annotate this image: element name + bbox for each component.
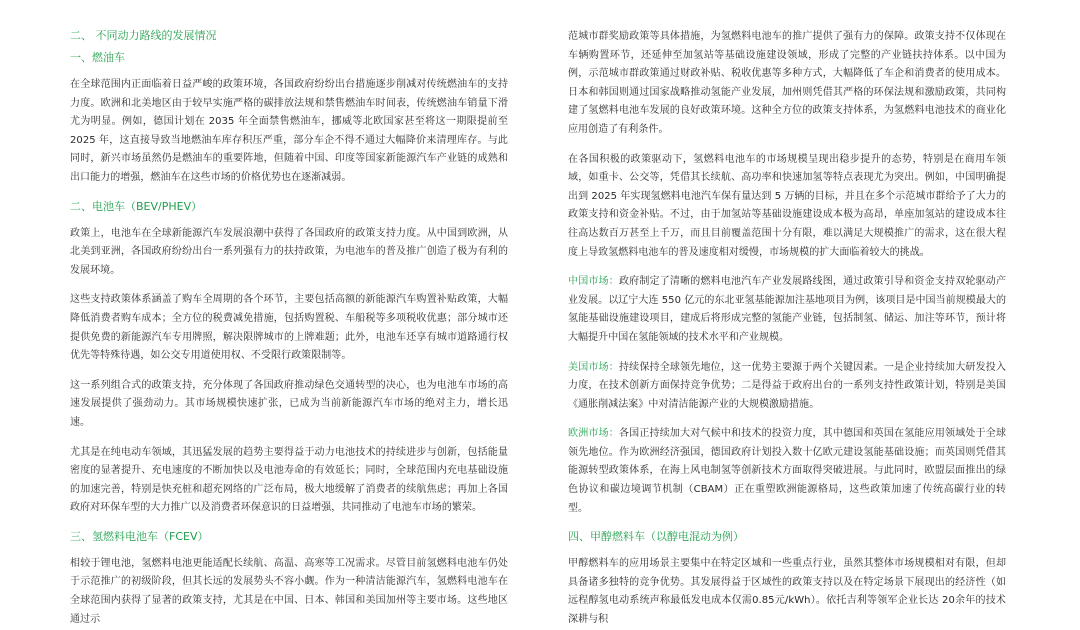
paragraph-bev-policy: 政策上，电池车在全球新能源汽车发展浪潮中获得了各国政府的政策支持力度。从中国到欧洲，从北美到亚洲，各国政府纷纷出台一系列强有力的扶持政策，为电池车的普及推广创造了极为有利的发展环境。 (70, 227, 508, 276)
eu-market-label: 欧洲市场： (568, 428, 619, 440)
paragraph-bev-technology: 尤其是在纯电动车领域，其迅猛发展的趋势主要得益于动力电池技术的持续进步与创新，包括能量密度的显著提升、充电速度的不断加快以及电池寿命的有效延长；同时，全球范围内充电基础设施的加速完善，特别是快充桩和超充网络的广泛布局，极大地缓解了消费者的续航焦虑；再加上各国政府对环保车型的大力推广以及消费者环保意识的日益增强，共同推动了电池车市场的繁荣。 (70, 446, 508, 514)
paragraph-china-market (568, 273, 1006, 347)
china-market-text: 政府制定了清晰的燃料电池汽车产业发展路线图，通过政策引导和资金支持双轮驱动产业发展。以辽宁大连 550 亿元的东北亚氢基能源加注基地项目为例，该项目是中国当前规模最大的氢能基础设施建设项目，建成后将形成完整的氢能产业链，包括制氢、储运、加注等环节，预计将大幅提升中国在氢能领域的技术水平和产业规模。 (568, 276, 1007, 343)
paragraph-eu-market (568, 425, 1006, 518)
paragraph-us-market (568, 359, 1006, 415)
heading-methanol-vehicles: 四、甲醇燃料车（以醇电混动为例） (568, 530, 744, 544)
section-title: 二、 不同动力路线的发展情况 (70, 29, 217, 42)
paragraph-fcev-policy: 范城市群奖励政策等具体措施，为氢燃料电池车的推广提供了强有力的保障。政策支持不仅体现在车辆购置环节，还延伸至加氢站等基础设施建设领域，形成了完整的产业链扶持体系。以中国为例，示范城市群政策通过财政补贴、税收优惠等多种方式，大幅降低了车企和消费者的使用成本。日本和韩国则通过国家战略推动氢能产业发展，加州则凭借其严格的环保法规和激励政策，共同构建了氢燃料电池车发展的良好政策环境。这种全方位的政策支持体系，为氢燃料电池技术的商业化应用创造了有利条件。 (568, 31, 1006, 135)
paragraph-fcev-intro: 相较于锂电池，氢燃料电池更能适配长续航、高温、高寒等工况需求。尽管目前氢燃料电池车仍处于示范推广的初级阶段，但其长远的发展势头不容小觑。作为一种清洁能源汽车，氢燃料电池车在全球范围内获得了显著的政策支持，尤其是在中国、日本、韩国和美国加州等主要市场。这些地区通过示 (70, 557, 508, 625)
paragraph-bev-market: 这一系列组合式的政策支持，充分体现了各国政府推动绿色交通转型的决心，也为电池车市场的高速发展提供了强劲动力。其市场规模快速扩张，已成为当前新能源汽车市场的绝对主力，增长迅速。 (70, 379, 508, 428)
us-market-label: 美国市场： (568, 361, 619, 373)
paragraph-methanol: 甲醇燃料车的应用场景主要集中在特定区域和一些重点行业，虽然其整体市场规模相对有限，但却具备诸多独特的竞争优势。其发展得益于区域性的政策支持以及在特定场景下展现出的经济性（如远程醇氢电动系统声称最低发电成本仅需0.85元/kWh）。依托吉利等领军企业长达 20余年的技术深耕与积 (568, 558, 1006, 626)
left-column (70, 28, 508, 629)
heading-battery-vehicles: 二、电池车（BEV/PHEV） (70, 199, 203, 213)
us-market-text: 持续保持全球领先地位，这一优势主要源于两个关键因素。一是企业持续加大研发投入力度，在技术创新方面保持竞争优势；二是得益于政府出台的一系列支持性政策计划，特别是美国《通胀削减法案》中对清洁能源产业的大规模激励措施。 (568, 361, 1007, 410)
right-column (568, 28, 1006, 630)
heading-fuel-cell-vehicles: 三、氢燃料电池车（FCEV） (70, 529, 209, 543)
paragraph-fuel-vehicles: 在全球范围内正面临着日益严峻的政策环境，各国政府纷纷出台措施逐步削减对传统燃油车的支持力度。欧洲和北美地区由于较早实施严格的碳排放法规和禁售燃油车时间表，传统燃油车销量下滑尤为明显。例如，德国计划在 2035 年全面禁售燃油车，挪威等北欧国家甚至将这一期限提前至 2025 年，这直接导致当地燃油车库存积压严重，部分车企不得不通过大幅降价来清理库存。与此同时，新兴市场虽然仍是燃油车的重要阵地，但随着中国、印度等国家新能源汽车产业链的成熟和出口能力的增强，燃油车在这些市场的价格优势也在逐渐减弱。 (70, 79, 508, 183)
china-market-label: 中国市场： (568, 276, 619, 288)
paragraph-fcev-market: 在各国积极的政策驱动下，氢燃料电池车的市场规模呈现出稳步提升的态势，特别是在商用车领域，如重卡、公交等，凭借其长续航、高功率和快速加氢等特点表现尤为突出。例如，中国明确提出到 2025 年实现氢燃料电池汽车保有量达到 5 万辆的目标，并且在多个示范城市群给予了大力的政策支持和资金补贴。不过，由于加氢站等基础设施建设成本极为高昂，单座加氢站的建设成本往往高达数百万甚至上千万，而且目前覆盖范围十分有限，难以满足大规模推广的需求，这在很大程度上导致氢燃料电池车的普及速度相对缓慢，市场规模的扩大面临着较大的挑战。 (568, 153, 1006, 258)
paragraph-bev-support: 这些支持政策体系涵盖了购车全周期的各个环节，主要包括高额的新能源汽车购置补贴政策，大幅降低消费者购车成本；全方位的税费减免措施，包括购置税、车船税等多项税收优惠；部分城市还提供免费的新能源汽车专用牌照，解决限牌城市的上牌难题；此外，电池车还享有城市道路通行权优先等特殊待遇，如公交专用道使用权、不受限行政策限制等。 (70, 294, 508, 362)
eu-market-text: 各国正持续加大对气候中和技术的投资力度，其中德国和英国在氢能应用领域处于全球领先地位。作为欧洲经济强国，德国政府计划投入数十亿欧元建设氢能基础设施；而英国则凭借其能源转型政策体系，在海上风电制氢等创新技术方面取得突破进展。与此同时，欧盟层面推出的绿色协议和碳边境调节机制（CBAM）正在重塑欧洲能源格局，这些政策加速了传统高碳行业的转型。 (568, 428, 1007, 514)
heading-fuel-vehicles: 一、燃油车 (70, 51, 125, 64)
